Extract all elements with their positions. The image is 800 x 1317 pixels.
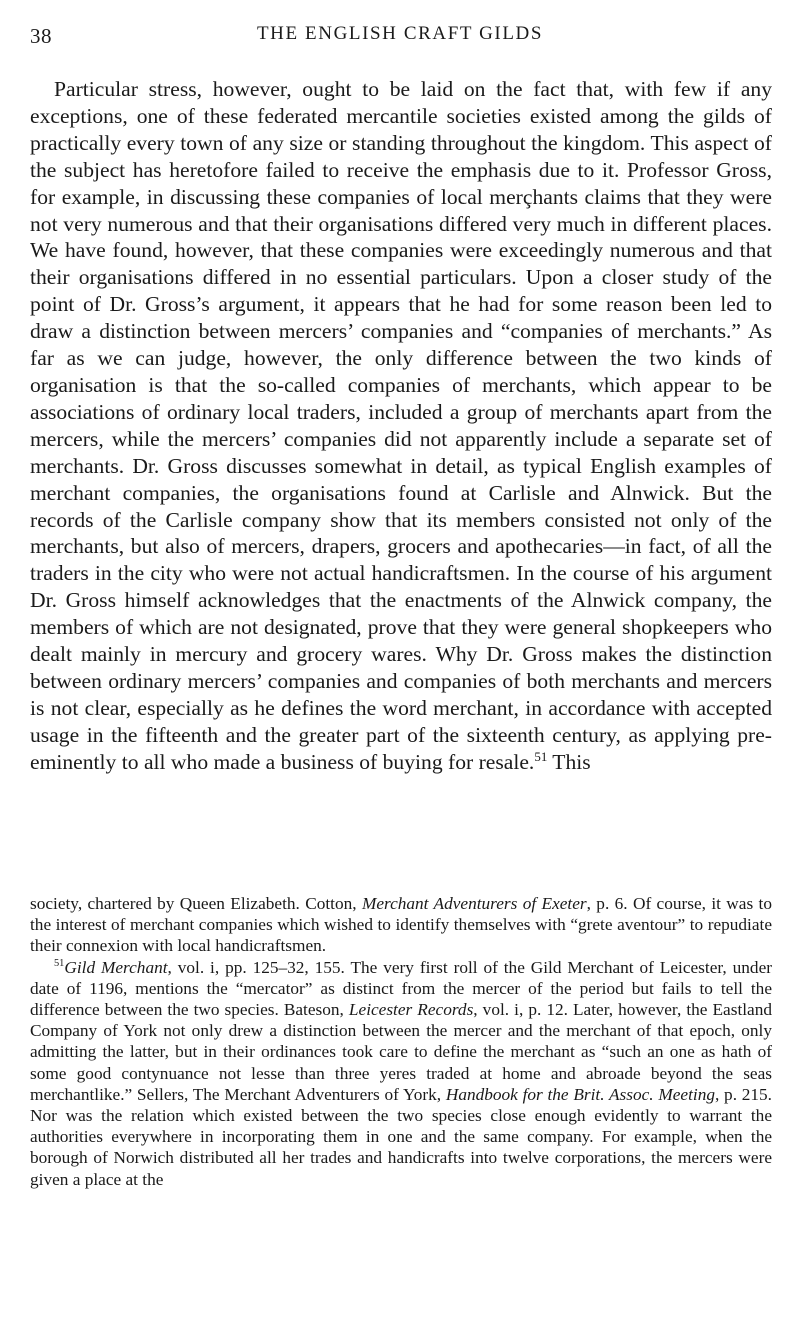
footnote-title-gild-merchant: Gild Merchant xyxy=(64,957,168,977)
footnotes xyxy=(30,893,772,1190)
footnote-reference: 51 xyxy=(534,748,548,764)
footnote-continued-end: , p. 6. Of course, it was to the interest of merchant companies which wished to identify themselves with “grete aventour” to repudiate their connexion with local handicraftsmen. xyxy=(30,894,772,956)
running-title: THE ENGLISH CRAFT GILDS xyxy=(256,23,544,44)
footnote-continued xyxy=(30,893,772,957)
footnote-continued-start: society, chartered by Queen Elizabeth. Cotton, xyxy=(30,894,362,913)
footnote-part-1: , vol. i, pp. 125–32, 155. The very first roll of the Gild Merchant of Leicester, under date of 1196, mentions the “mercator” as distinct from the mercer of the period but fails to tell the difference between the two species. Bateson, xyxy=(30,957,772,1020)
main-paragraph xyxy=(30,76,772,776)
footnote-continued-title: Merchant Adventurers of Exeter xyxy=(361,894,587,913)
footnote-title-leicester-records: Leicester Records xyxy=(348,1000,474,1020)
main-paragraph-end: This xyxy=(547,749,591,774)
page-number: 38 xyxy=(30,24,52,48)
footnote-title-handbook: Handbook for the Brit. Assoc. Meeting xyxy=(445,1084,715,1104)
footnote-51 xyxy=(30,957,772,1190)
main-paragraph-text: Particular stress, however, ought to be laid on the fact that, with few if any exceptions, one of these federated mercantile societies existed among the gilds of practically every town of any size or standing throughout the kingdom. This aspect of the subject has heretofore failed to receive the emphasis due to it. Professor Gross, for example, in discussing these companies of local merçhants claims that they were not very numerous and that their organisations differed very much in different places. We have found, however, that these companies were exceedingly numerous and that their organisations differed in no essential particulars. Upon a closer study of the point of Dr. Gross’s argument, it appears that he had for some reason been led to draw a distinction between mercers’ companies and “companies of merchants.” As far as we can judge, however, the only difference between the two kinds of organisation is that the so-called companies of merchants, which appear to be associations of ordinary local traders, included a group of merchants apart from the mercers, while the mercers’ companies did not apparently include a separate set of merchants. Dr. Gross discusses somewhat in detail, as typical English examples of merchant companies, the organisations found at Carlisle and Alnwick. But the records of the Carlisle company show that its members consisted not only of the merchants, but also of mercers, drapers, grocers and apothecaries—in fact, of all the traders in the city who were not actual handicraftsmen. In the course of his argument Dr. Gross himself acknowledges that the enactments of the Alnwick company, the members of which are not designated, prove that they were general shopkeepers who dealt mainly in mercury and grocery wares. Why Dr. Gross makes the distinction between ordinary mercers’ companies and companies of both merchants and mercers is not clear, especially as he defines the word merchant, in accordance with accepted usage in the fifteenth and the greater part of the sixteenth century, as applying pre-eminently to all who made a business of buying for resale. xyxy=(30,77,772,774)
footnote-part-2: , vol. i, p. 12. Later, however, the Eastland Company of York not only drew a distinction between the mercer and the merchant of that epoch, only admitting the latter, but in their ordinances took care to define the merchant as “such an one as hath of some good contynuance not lesse than three yeres traded at home and abroade beyond the seas merchantlike.” Sellers, The Merchant Adventurers of York, xyxy=(30,1000,772,1104)
footnote-marker: 51 xyxy=(54,957,65,969)
main-text xyxy=(30,76,772,776)
footnote-part-3: , p. 215. Nor was the relation which existed between the two species close enough evidently to warrant the authorities everywhere in incorporating them in one and the same company. For example, when the borough of Norwich distributed all her trades and handicrafts into twelve corporations, the mercers were given a place at the xyxy=(30,1084,772,1189)
